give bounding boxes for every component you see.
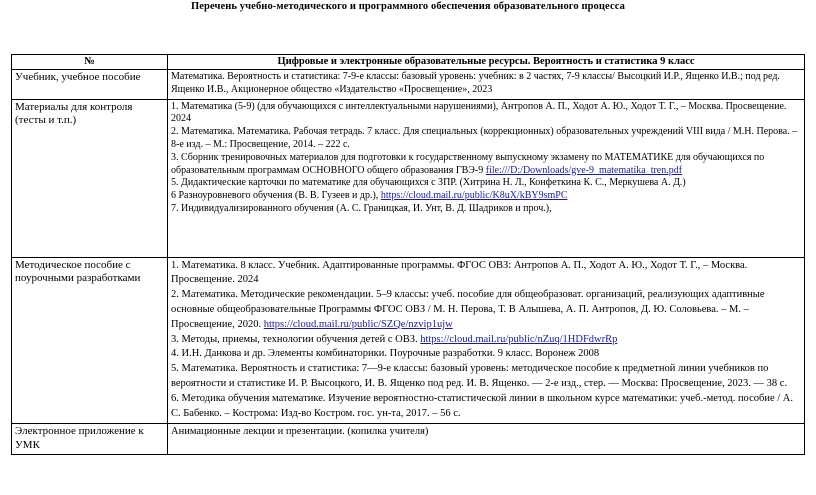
row-content-cell [168,70,805,100]
row-content-cell [168,99,805,257]
list-item: 6. Методика обучения математике. Изучение вероятностно-статистической линии в школьном курсе математики: учеб.-метод. пособие / А. С. Бабенко. – Кострома: Изд-во Костром. гос. ун-та, 2017. – 56 с. [171,392,793,419]
table-header-row [12,55,805,70]
table-row [12,99,805,257]
list-item [171,288,801,332]
list-item: Математика. Вероятность и статистика: 7-9-е классы: базовый уровень: учебник: в 2 частях, 7-9 классы/ Высоцкий И.Р., Ященко И.В.; под ред. Ященко И.В., Акционерное общество «Издательство «Просвещение», 2023 [171,71,780,95]
list-item: Анимационные лекции и презентации. (копилка учителя) [171,426,429,438]
document-title: Перечень учебно-методического и программного обеспечения образовательного процесса [191,1,625,12]
cloud-link-nzuq[interactable]: https://cloud.mail.ru/public/nZuq/1HDFdwrRp [420,333,618,345]
cloud-link-k8ux[interactable]: https://cloud.mail.ru/public/K8uX/kBY9smPC [380,190,568,202]
row-label-textbook: Учебник, учебное пособие [15,71,141,83]
header-title: Цифровые и электронные образовательные ресурсы. Вероятность и статистика 9 класс [277,56,695,67]
list-item-text: 3. Сборник тренировочных материалов для подготовки к государственному выпускному экзамену по МАТЕМАТИКЕ для обучающихся по образовательным программам ОСНОВНОГО общего образования ГВЭ-9 [171,151,765,176]
row-label-cell [12,70,168,100]
list-item: 5. Математика. Вероятность и статистика: 7—9-е классы: базовый уровень: методическое пособие к предметной линии учебников по вероятности и статистике И. Р. Высоцкого, И. В. Ященко под ред. И. В. Ященко. — 2-е изд., стер. — Москва: Просвещение, 2023. — 38 с. [171,363,788,389]
header-number-cell [12,55,168,70]
table-row [12,424,805,455]
list-item [171,190,801,203]
header-number: № [84,56,95,67]
list-item-text: 2. Математика. Методические рекомендации. 5–9 классы: учеб. пособие для общеобразоват. организаций, реализующих адаптивные основные общеобразовательные Программы ФГОС ОВЗ / М. Н. Перова, Т. В Алышева, А. П. Антропов, Д. Ю. Соловьева. – М. – Просвещение, 2020. [171,289,765,330]
gve9-pdf-link[interactable]: file:///D:/Downloads/gve-9_matematika_tren.pdf [485,164,683,176]
list-item [171,333,801,348]
cloud-link-szqe[interactable]: https://cloud.mail.ru/public/SZQe/nzvip1ujw [263,318,453,330]
list-item: 5. Дидактические карточки по математике для обучающихся с ЗПР. (Хитрина Н. Л., Конфеткина К. С., Меркушева А. Д.) [171,177,686,189]
row-label-cell [12,424,168,455]
list-item: 7. Индивидуализированного обучения (А. С. Границкая, И. Унт, В. Д. Шадриков и проч.), [171,202,552,214]
list-item: 2. Математика. Математика. Рабочая тетрадь. 7 класс. Для специальных (коррекционных) образовательных учреждений VIII вида / М.Н. Перова. – 8-е изд. – М.: Просвещение, 2014. – 222 с. [171,126,798,150]
header-title-cell [168,55,805,70]
resources-table [11,54,805,455]
list-item: 1. Математика. 8 класс. Учебник. Адаптированные программы. ФГОС ОВЗ: Антропов А. П., Ходот А. Ю., Ходот Т. Г., – Москва. Просвещение. 2024 [171,259,748,286]
list-item: 1. Математика (5-9) (для обучающихся с интеллектуальными нарушениями), Антропов А. П., Ходот А. Ю., Ходот Т. Г., – Москва. Просвещение. 2024 [171,100,787,125]
table-row [12,70,805,100]
row-content-cell [168,257,805,424]
list-item [171,152,801,178]
row-label-cell [12,99,168,257]
row-label-electronic-supplement: Электронное приложение к УМК [15,425,144,451]
list-item-text: 6 Разноуровневого обучения (В. В. Гузеев и др.), [171,190,381,202]
row-label-control-materials: Материалы для контроля (тесты и т.п.) [15,100,133,127]
row-label-methodical-guide: Методическое пособие с поурочными разработками [15,258,141,285]
row-label-cell [12,257,168,424]
row-content-cell [168,424,805,455]
list-item: 4. И.Н. Данкова и др. Элементы комбинаторики. Поурочные разработки. 9 класс. Воронеж 2008 [171,348,600,360]
list-item-text: 3. Методы, приемы, технологии обучения детей с ОВЗ. [171,333,421,345]
table-row [12,257,805,424]
